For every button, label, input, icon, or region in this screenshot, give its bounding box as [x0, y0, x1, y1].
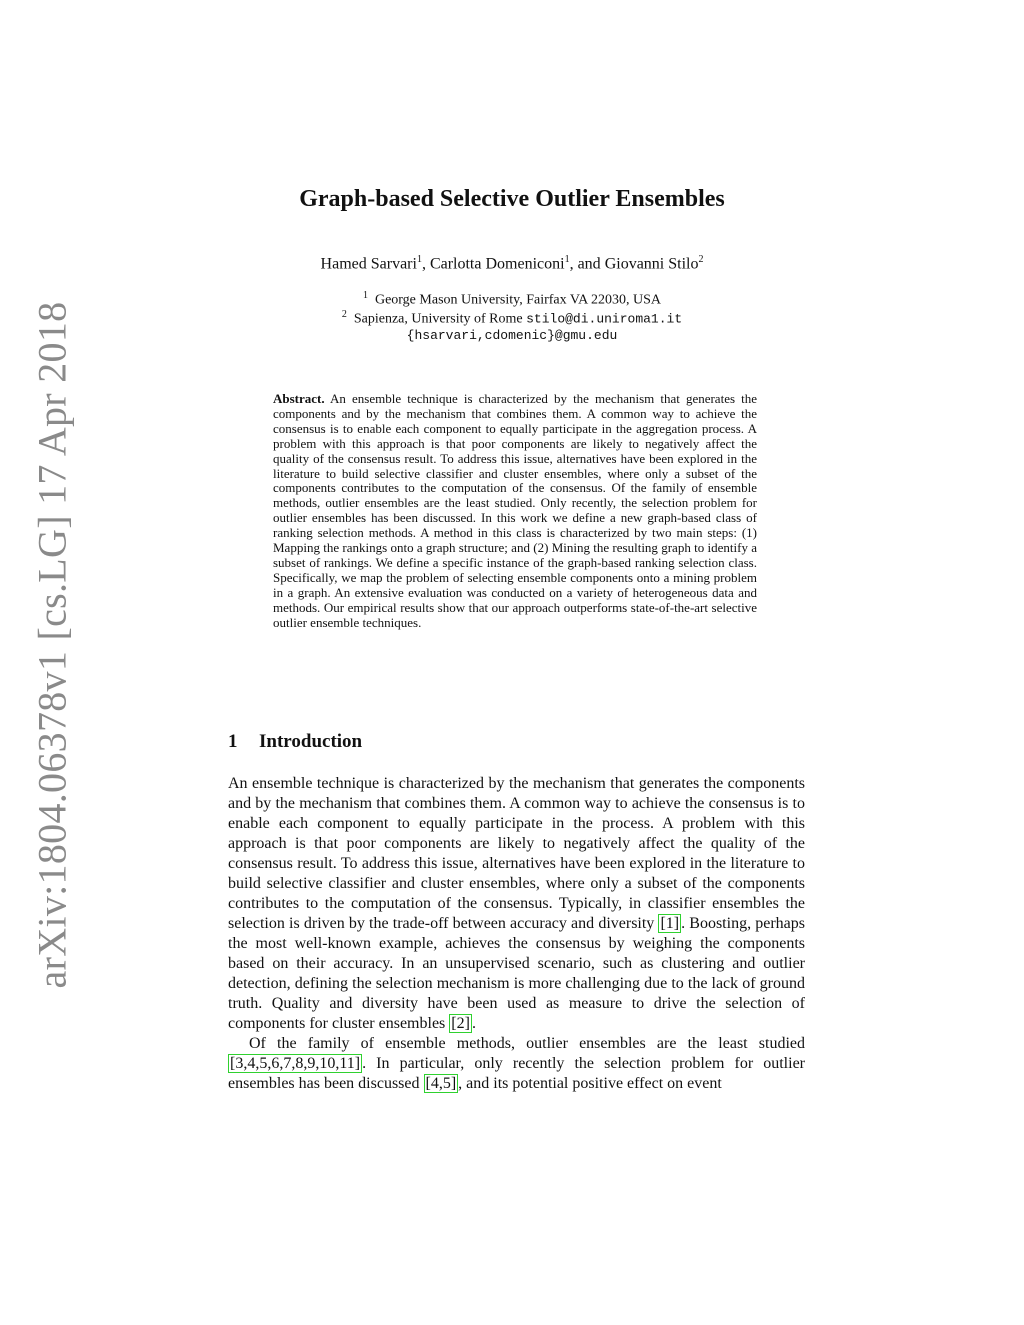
- paragraph-text: , and its potential positive effect on event: [458, 1075, 722, 1092]
- author-separator: , and: [569, 255, 605, 273]
- affiliation-mark: 1: [564, 254, 570, 265]
- email-list[interactable]: {hsarvari,cdomenic}@gmu.edu: [406, 328, 618, 343]
- affiliation-text: George Mason University, Fairfax VA 22030, USA: [374, 292, 662, 308]
- paragraph-text: .: [471, 1015, 476, 1032]
- affiliation-text: Sapienza, University of Rome: [353, 311, 527, 327]
- author-name: Hamed Sarvari: [320, 255, 417, 273]
- abstract-text: An ensemble technique is characterized by the mechanism that generates the components and by the mechanism that combines them. A common way to achieve the consensus is to enable each component to equally participate in the aggregation process. A problem with this approach is that poor components are likely to negatively affect the quality of the consensus result. To address this issue, alternatives have been explored in the literature to build selective classifier and cluster ensembles, where only a subset of the components contributes to the computation of the consensus. Of the family of ensemble methods, outlier ensembles are the least studied. Only recently, the selection problem for outlier ensembles has been discussed. In this work we define a new graph-based class of ranking selection methods. A method in this class is characterized by two main steps: (1) Mapping the rankings onto a graph structure; and (2) Mining the resulting graph to identify a subset of rankings. We define a specific instance of the graph-based ranking selection class. Specifically, we map the problem of selecting ensemble components onto a mining problem in a graph. An extensive evaluation was conducted on a variety of heterogeneous data and methods. Our empirical results show that our approach outperforms state-of-the-art selective outlier ensemble techniques.: [273, 391, 757, 630]
- citation-link[interactable]: [1]: [660, 915, 680, 932]
- paragraph-text: Of the family of ensemble methods, outlier ensembles are the least studied: [249, 1035, 805, 1052]
- citation-link[interactable]: [3,4,5,6,7,8,9,10,11]: [230, 1055, 361, 1072]
- citation-link[interactable]: [4,5]: [425, 1075, 457, 1092]
- section-heading: [228, 731, 362, 753]
- affiliation-mark: 2: [698, 254, 704, 265]
- affiliation-2: [0, 309, 1024, 328]
- section-number: 1: [228, 731, 238, 752]
- arxiv-identifier: arXiv:1804.06378v1 [cs.LG] 17 Apr 2018: [29, 301, 75, 989]
- abstract-label: Abstract.: [273, 391, 325, 406]
- affiliation-mark: 1: [362, 290, 368, 301]
- body-text: [228, 774, 805, 1094]
- author-name: Carlotta Domeniconi: [429, 255, 565, 273]
- abstract: [273, 392, 757, 631]
- author-separator: ,: [421, 255, 430, 273]
- section-title: Introduction: [259, 731, 363, 752]
- paragraph-text: An ensemble technique is characterized by the mechanism that generates the components and by the mechanism that combines them. A common way to achieve the consensus is to enable each component to equally participate in the process. A problem with this approach is that poor components are likely to negatively affect the quality of the consensus result. To address this issue, alternatives have been explored in the literature to build selective classifier and cluster ensembles, where only a subset of the components contributes to the computation of the consensus. Typically, in classifier ensembles the selection is driven by the trade-off between accuracy and diversity: [228, 775, 805, 932]
- arxiv-sidebar: [22, 301, 82, 989]
- author-line: [0, 254, 1024, 273]
- author-name: Giovanni Stilo: [604, 255, 699, 273]
- author-emails: [0, 328, 1024, 344]
- citation-link[interactable]: [2]: [451, 1015, 470, 1032]
- paper-title: Graph-based Selective Outlier Ensembles: [299, 186, 725, 212]
- paragraph: [228, 774, 805, 1034]
- affiliation-1: [0, 290, 1024, 309]
- paragraph: [228, 1034, 805, 1094]
- affiliation-mark: 2: [341, 309, 347, 320]
- paragraph-text: . Boosting, perhaps the most well-known example, achieves the consensus by weighing the components based on their accuracy. In an unsupervised scenario, such as clustering and outlier detection, defining the selection mechanism is more challenging due to the lack of ground truth. Quality and diversity have been used as measure to drive the selection of components for cluster ensembles: [228, 915, 805, 1032]
- affiliation-mark: 1: [416, 254, 422, 265]
- paragraph-text: . In particular, only recently the selection problem for outlier ensembles has been discussed: [228, 1055, 805, 1092]
- affiliation-email[interactable]: stilo@di.uniroma1.it: [526, 311, 683, 327]
